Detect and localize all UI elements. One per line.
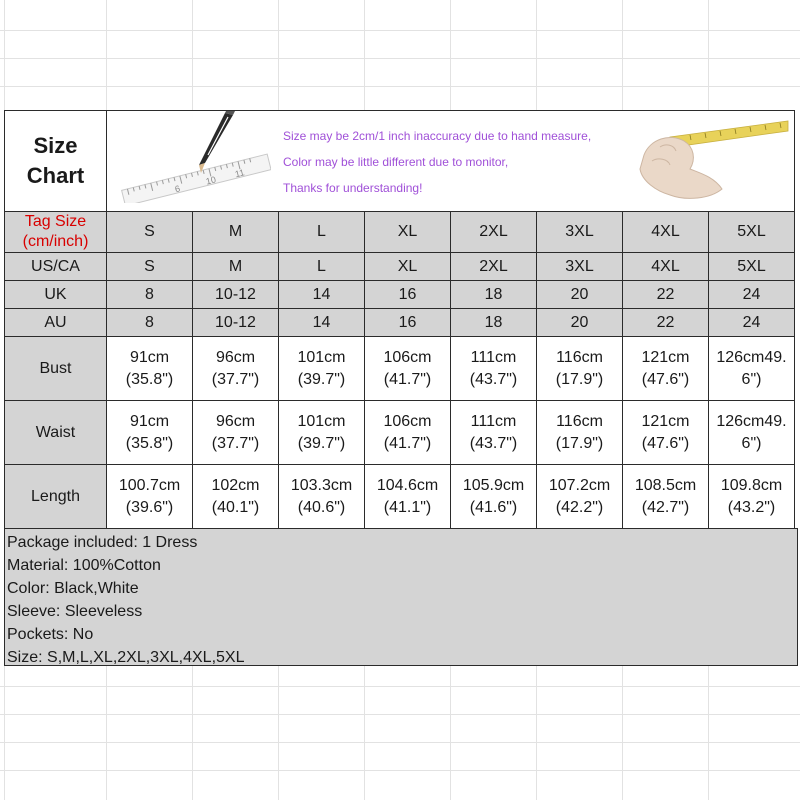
size-cell: XL xyxy=(365,212,451,253)
size-cell: 4XL xyxy=(623,253,709,281)
size-cell: 3XL xyxy=(537,212,623,253)
inch-value: (39.7") xyxy=(297,434,346,452)
measure-notice-banner xyxy=(107,111,795,212)
cm-value: 121cm xyxy=(641,412,690,430)
inch-value: (47.6") xyxy=(641,434,690,452)
tag-size-row xyxy=(5,212,795,253)
size-cell: L xyxy=(279,253,365,281)
grid-row-line xyxy=(0,742,800,743)
waist-label: Waist xyxy=(5,401,107,465)
size-cell: 14 xyxy=(279,309,365,337)
us-ca-row xyxy=(5,253,795,281)
measurement-cell xyxy=(193,337,279,401)
ruler-mark-label: 6 xyxy=(173,183,182,195)
pockets-info: Pockets: No xyxy=(7,626,94,643)
inch-value: (37.7") xyxy=(211,434,260,452)
package-info: Package included: 1 Dress xyxy=(7,534,198,551)
length-label: Length xyxy=(5,465,107,529)
tape-measure-icon xyxy=(670,121,788,147)
inch-value: (47.6") xyxy=(641,370,690,388)
cm-value: 111cm xyxy=(470,348,517,366)
measurement-cell xyxy=(623,465,709,529)
size-cell: 14 xyxy=(279,281,365,309)
inch-value: (17.9") xyxy=(555,370,604,388)
title-line-2: Chart xyxy=(26,163,85,188)
inch-value: (39.7") xyxy=(297,370,346,388)
inch-value: (39.6") xyxy=(125,498,174,516)
size-chart-title xyxy=(5,111,107,212)
size-cell: 18 xyxy=(451,281,537,309)
size-cell: 24 xyxy=(709,281,795,309)
size-cell: 2XL xyxy=(451,253,537,281)
measurement-cell xyxy=(279,465,365,529)
inch-value: (40.1") xyxy=(211,498,260,516)
note-thanks: Thanks for understanding! xyxy=(283,181,423,195)
measurement-cell xyxy=(537,401,623,465)
cm-value: 103.3cm xyxy=(290,476,353,494)
material-info: Material: 100%Cotton xyxy=(7,557,161,574)
size-cell: XL xyxy=(365,253,451,281)
pencil-ruler-illustration xyxy=(111,111,271,203)
cm-value: 101cm xyxy=(297,348,346,366)
cm-value: 111cm xyxy=(470,412,517,430)
inch-value: (17.9") xyxy=(555,434,604,452)
size-cell: 10-12 xyxy=(193,309,279,337)
measurement-cell xyxy=(709,401,795,465)
size-cell: S xyxy=(107,253,193,281)
cm-value: 106cm xyxy=(383,412,432,430)
au-label: AU xyxy=(5,309,107,337)
inch-value: (40.6") xyxy=(297,498,346,516)
measurement-cell xyxy=(107,465,193,529)
inch-value: (42.7") xyxy=(641,498,690,516)
size-cell: 10-12 xyxy=(193,281,279,309)
grid-row-line xyxy=(0,686,800,687)
cm-value: 91cm xyxy=(129,348,170,366)
size-cell: M xyxy=(193,212,279,253)
size-cell: 20 xyxy=(537,281,623,309)
inch-value: (35.8") xyxy=(125,434,174,452)
grid-row-line xyxy=(0,30,800,31)
measurement-cell xyxy=(365,465,451,529)
waist-row xyxy=(5,401,795,465)
grid-row-line xyxy=(0,86,800,87)
hand-icon xyxy=(640,137,722,198)
measurement-cell xyxy=(623,337,709,401)
cm-value: 116cm xyxy=(556,412,603,430)
measurement-cell xyxy=(709,337,795,401)
size-cell: 20 xyxy=(537,309,623,337)
inch-value: 6") xyxy=(741,434,762,452)
cm-value: 126cm49. xyxy=(716,412,787,430)
product-info-box xyxy=(4,528,798,666)
size-cell: 2XL xyxy=(451,212,537,253)
grid-row-line xyxy=(0,714,800,715)
us-ca-label: US/CA xyxy=(5,253,107,281)
cm-value: 100.7cm xyxy=(118,476,181,494)
measurement-cell xyxy=(107,337,193,401)
size-cell: 16 xyxy=(365,281,451,309)
note-inaccuracy: Size may be 2cm/1 inch inaccuracy due to hand measure, xyxy=(283,129,592,143)
size-cell: 22 xyxy=(623,281,709,309)
inch-value: (43.7") xyxy=(469,370,518,388)
grid-row-line xyxy=(0,58,800,59)
measurement-notes xyxy=(283,123,591,201)
note-color: Color may be little different due to monitor, xyxy=(283,155,509,169)
measurement-cell xyxy=(537,337,623,401)
size-cell: 4XL xyxy=(623,212,709,253)
inch-value: (42.2") xyxy=(555,498,604,516)
inch-value: 6") xyxy=(741,370,762,388)
ruler-icon xyxy=(122,154,271,203)
cm-value: 104.6cm xyxy=(376,476,439,494)
tag-size-label: Tag Size (cm/inch) xyxy=(5,212,107,253)
size-cell: L xyxy=(279,212,365,253)
size-cell: 18 xyxy=(451,309,537,337)
size-cell: M xyxy=(193,253,279,281)
inch-value: (41.6") xyxy=(469,498,518,516)
cm-value: 121cm xyxy=(641,348,690,366)
cm-value: 96cm xyxy=(215,412,256,430)
measurement-cell xyxy=(623,401,709,465)
measurement-cell xyxy=(193,465,279,529)
size-cell: 5XL xyxy=(709,253,795,281)
size-cell: 22 xyxy=(623,309,709,337)
measurement-cell xyxy=(365,401,451,465)
cm-value: 126cm49. xyxy=(716,348,787,366)
cm-value: 107.2cm xyxy=(548,476,611,494)
size-cell: 3XL xyxy=(537,253,623,281)
uk-label: UK xyxy=(5,281,107,309)
inch-value: (41.7") xyxy=(383,370,432,388)
ruler-mark-label: 10 xyxy=(204,174,217,187)
cm-value: 108.5cm xyxy=(634,476,697,494)
size-cell: 8 xyxy=(107,309,193,337)
sleeve-info: Sleeve: Sleeveless xyxy=(7,603,143,620)
measurement-cell xyxy=(451,465,537,529)
cm-value: 105.9cm xyxy=(462,476,525,494)
bust-row xyxy=(5,337,795,401)
inch-value: (41.1") xyxy=(383,498,432,516)
au-row xyxy=(5,309,795,337)
measurement-cell xyxy=(279,401,365,465)
inch-value: (35.8") xyxy=(125,370,174,388)
bust-label: Bust xyxy=(5,337,107,401)
length-row xyxy=(5,465,795,529)
cm-value: 102cm xyxy=(211,476,260,494)
inch-value: (41.7") xyxy=(383,434,432,452)
size-cell: S xyxy=(107,212,193,253)
measurement-cell xyxy=(537,465,623,529)
measurement-cell xyxy=(107,401,193,465)
measurement-cell xyxy=(451,337,537,401)
grid-row-line xyxy=(0,770,800,771)
cm-value: 109.8cm xyxy=(720,476,783,494)
inch-value: (43.7") xyxy=(469,434,518,452)
uk-row xyxy=(5,281,795,309)
size-cell: 8 xyxy=(107,281,193,309)
measurement-cell xyxy=(709,465,795,529)
measurement-cell xyxy=(193,401,279,465)
cm-value: 116cm xyxy=(556,348,603,366)
sizes-info: Size: S,M,L,XL,2XL,3XL,4XL,5XL xyxy=(7,649,245,666)
title-line-1: Size xyxy=(33,133,78,158)
color-info: Color: Black,White xyxy=(7,580,139,597)
cm-value: 91cm xyxy=(129,412,170,430)
measurement-cell xyxy=(279,337,365,401)
ruler-mark-label: 11 xyxy=(233,167,246,180)
size-cell: 16 xyxy=(365,309,451,337)
cm-value: 96cm xyxy=(215,348,256,366)
inch-value: (43.2") xyxy=(727,498,776,516)
size-cell: 5XL xyxy=(709,212,795,253)
header-row xyxy=(5,111,795,212)
cm-value: 106cm xyxy=(383,348,432,366)
size-cell: 24 xyxy=(709,309,795,337)
cm-value: 101cm xyxy=(297,412,346,430)
measurement-cell xyxy=(451,401,537,465)
size-chart-table xyxy=(4,110,795,529)
inch-value: (37.7") xyxy=(211,370,260,388)
measuring-tape-hand-illustration xyxy=(630,115,790,203)
measurement-cell xyxy=(365,337,451,401)
